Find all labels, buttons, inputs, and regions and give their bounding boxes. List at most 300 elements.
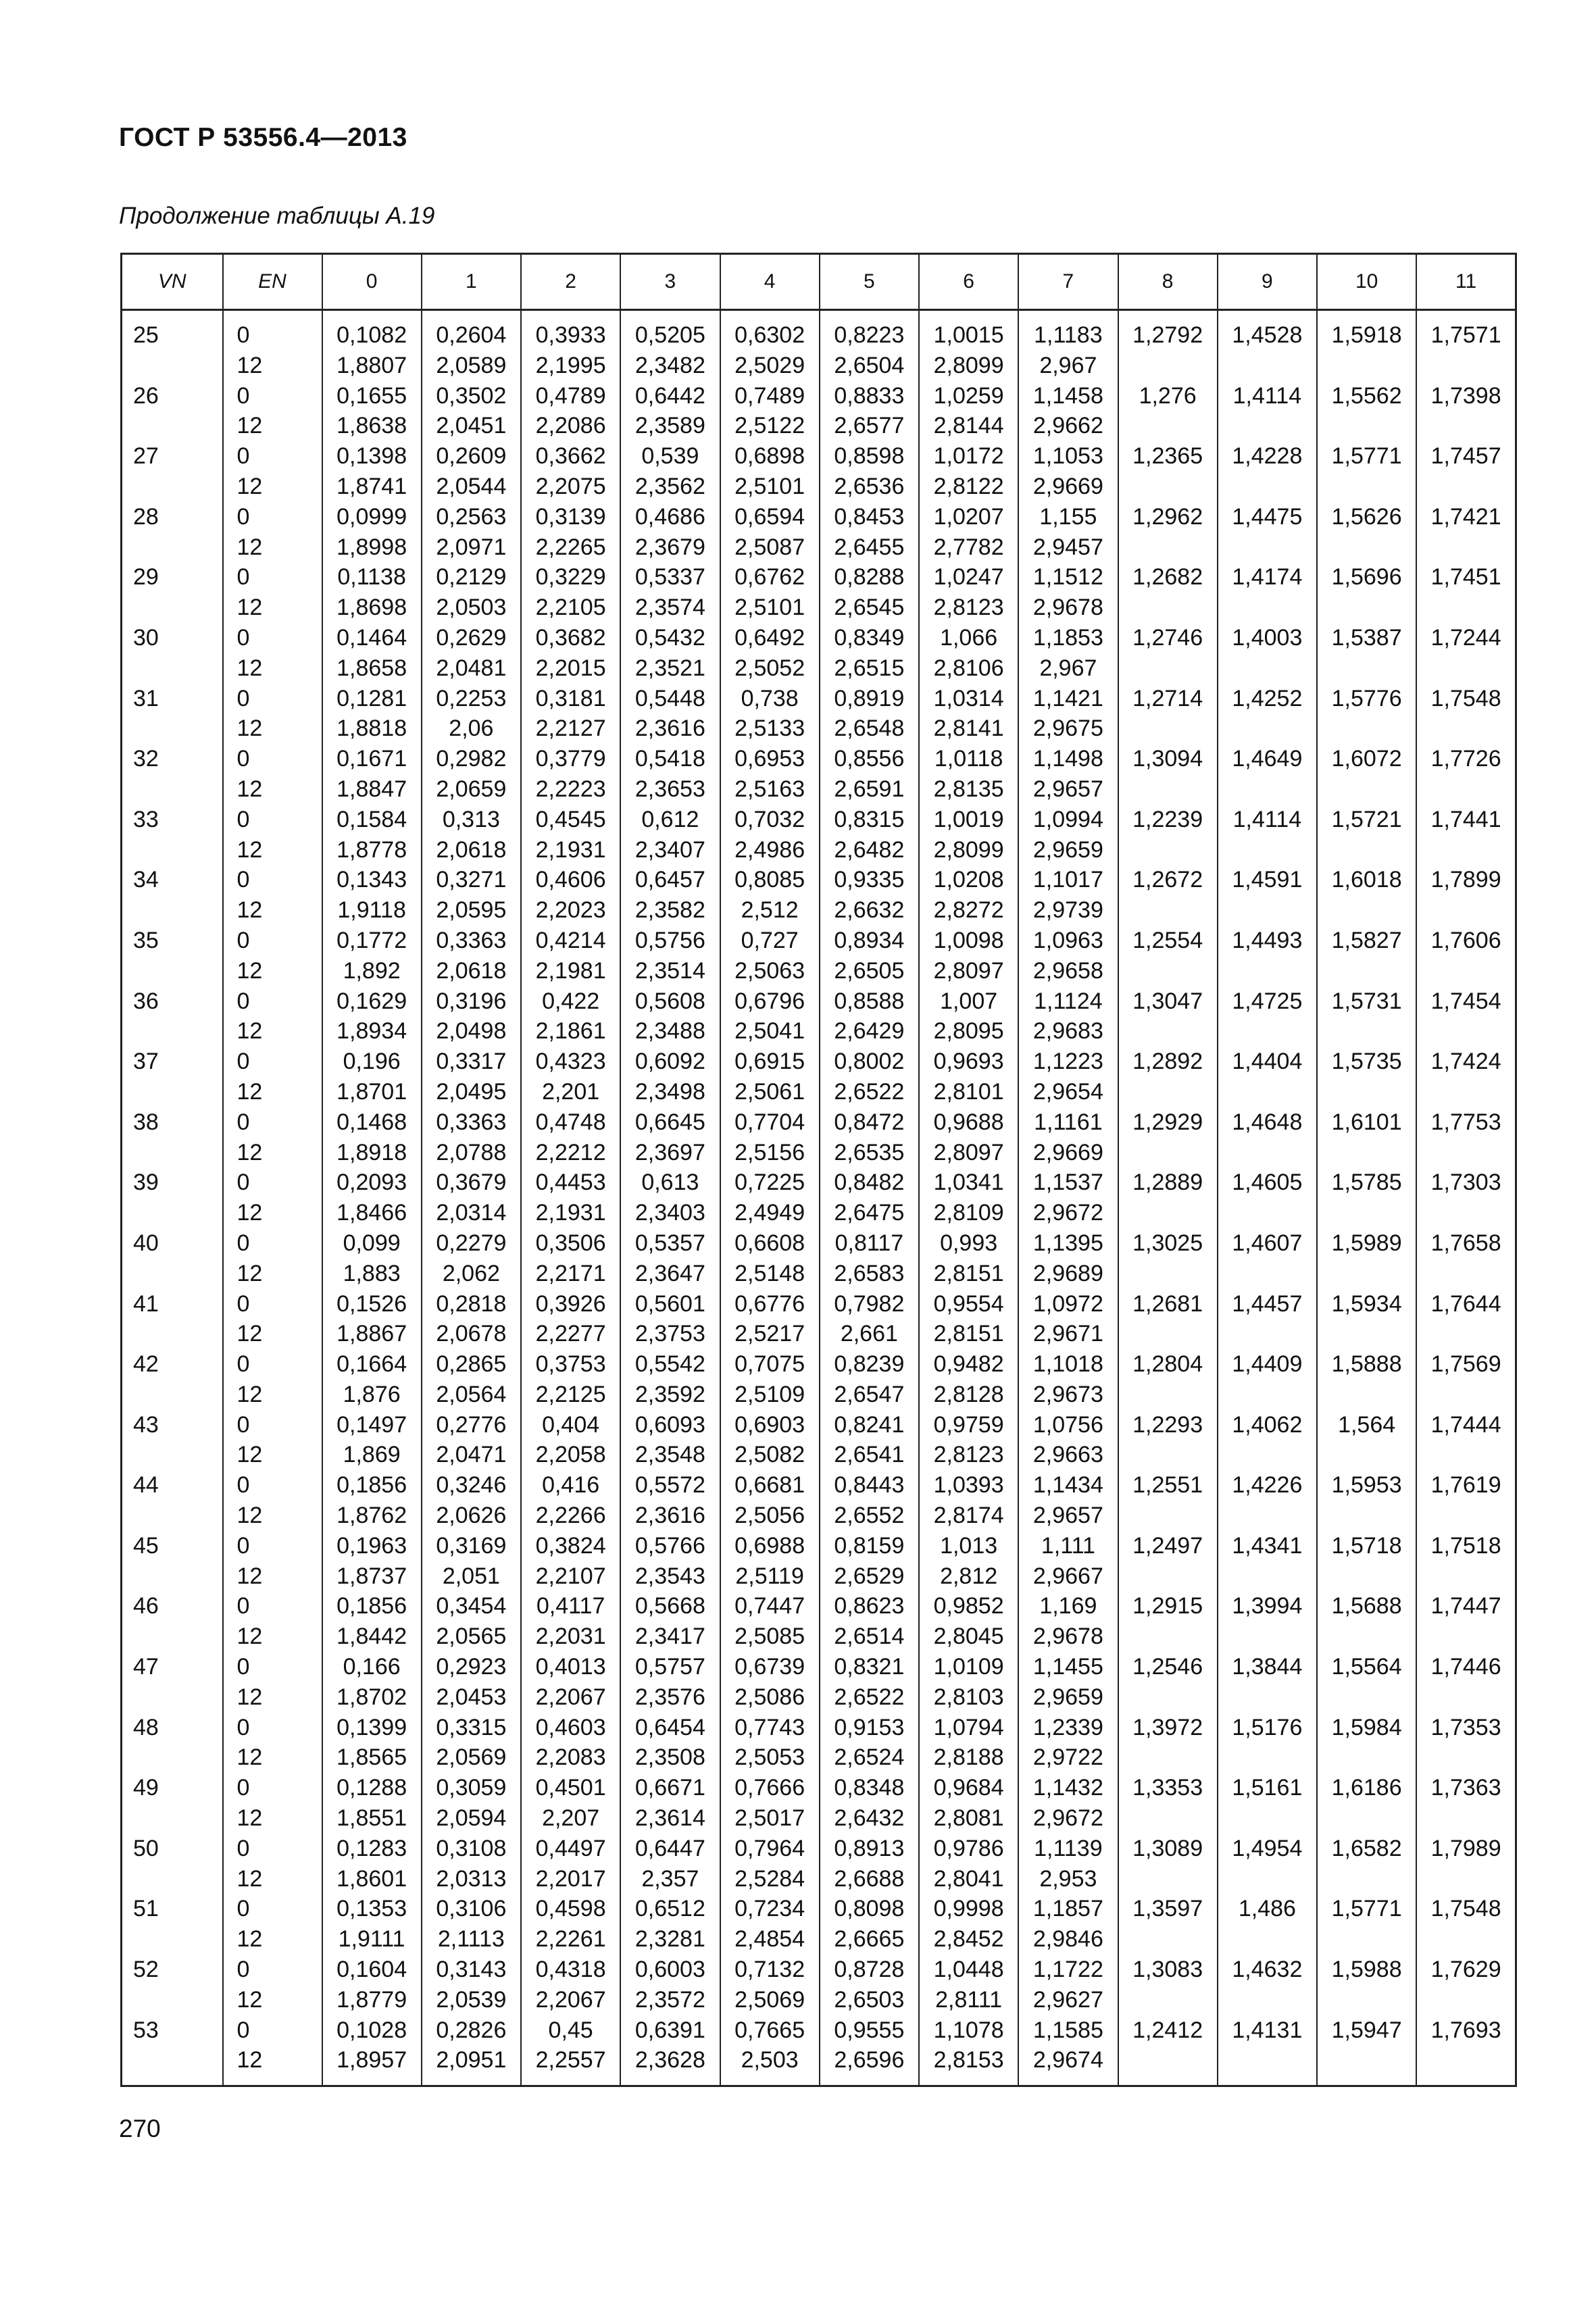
table-cell: 0	[223, 805, 322, 835]
table-cell	[122, 835, 223, 865]
table-cell	[1416, 1803, 1516, 1834]
table-row	[122, 865, 1516, 895]
table-cell: 0,3363	[422, 926, 521, 956]
table-cell	[1218, 1621, 1317, 1652]
table-cell: 1,4725	[1218, 986, 1317, 1017]
table-cell: 0	[223, 2015, 322, 2046]
table-cell: 2,5284	[720, 1864, 820, 1894]
table-cell: 0,2279	[422, 1228, 521, 1259]
table-cell: 1,0098	[919, 926, 1018, 956]
table-cell	[1317, 1077, 1416, 1107]
table-cell: 0,8002	[820, 1047, 919, 1077]
table-cell: 1,7569	[1416, 1349, 1516, 1380]
table-row	[122, 472, 1516, 502]
table-cell: 2,5163	[720, 774, 820, 805]
table-cell	[1416, 1016, 1516, 1047]
table-cell: 0,6457	[620, 865, 720, 895]
table-cell: 2,8097	[919, 1138, 1018, 1168]
table-cell: 0,8098	[820, 1894, 919, 1924]
table-cell: 1,8867	[322, 1319, 422, 1349]
column-header: 9	[1218, 254, 1317, 310]
table-cell: 0,3682	[521, 623, 620, 653]
table-cell	[122, 774, 223, 805]
table-cell: 1,5776	[1317, 684, 1416, 714]
table-cell: 2,3562	[620, 472, 720, 502]
table-cell: 12	[223, 895, 322, 926]
table-cell: 0,8934	[820, 926, 919, 956]
table-cell	[1118, 1440, 1218, 1470]
table-row	[122, 1591, 1516, 1621]
table-cell: 0,9153	[820, 1713, 919, 1743]
table-cell	[1317, 895, 1416, 926]
table-cell: 0,5608	[620, 986, 720, 1017]
table-cell: 0,9555	[820, 2015, 919, 2046]
table-cell	[1416, 835, 1516, 865]
table-cell: 2,6577	[820, 411, 919, 441]
table-cell: 0,5601	[620, 1289, 720, 1319]
table-cell	[1218, 835, 1317, 865]
table-cell: 0,5542	[620, 1349, 720, 1380]
table-cell: 1,4475	[1218, 502, 1317, 532]
table-cell: 1,7548	[1416, 1894, 1516, 1924]
table-cell: 1,1432	[1018, 1773, 1118, 1803]
table-cell: 0	[223, 1591, 322, 1621]
table-cell: 32	[122, 744, 223, 774]
column-header: 4	[720, 254, 820, 310]
table-cell: 1,8638	[322, 411, 422, 441]
table-row	[122, 744, 1516, 774]
table-cell: 0,6681	[720, 1470, 820, 1501]
table-cell: 0,5357	[620, 1228, 720, 1259]
table-cell: 0,4013	[521, 1652, 620, 1682]
table-cell: 1,5984	[1317, 1713, 1416, 1743]
table-cell: 2,6429	[820, 1016, 919, 1047]
table-cell: 45	[122, 1531, 223, 1561]
table-cell: 12	[223, 1621, 322, 1652]
table-cell: 0	[223, 865, 322, 895]
table-cell: 0,1772	[322, 926, 422, 956]
table-cell	[1416, 956, 1516, 986]
table-cell: 1,7606	[1416, 926, 1516, 956]
table-cell: 2,357	[620, 1864, 720, 1894]
table-cell	[1118, 1803, 1218, 1834]
table-cell: 1,1455	[1018, 1652, 1118, 1682]
table-cell: 0,1655	[322, 381, 422, 411]
table-cell: 1,1512	[1018, 562, 1118, 593]
table-row	[122, 1501, 1516, 1531]
table-cell: 0,4453	[521, 1167, 620, 1198]
table-cell: 2,8109	[919, 1198, 1018, 1228]
table-cell: 0	[223, 744, 322, 774]
table-cell	[1416, 411, 1516, 441]
table-row	[122, 805, 1516, 835]
table-cell: 2,8101	[919, 1077, 1018, 1107]
table-row	[122, 1259, 1516, 1289]
table-cell	[1218, 1380, 1317, 1410]
table-cell: 2,2127	[521, 713, 620, 744]
table-cell: 0,8348	[820, 1773, 919, 1803]
table-cell: 2,6515	[820, 653, 919, 684]
table-cell: 2,9678	[1018, 1621, 1118, 1652]
table-cell: 2,3514	[620, 956, 720, 986]
table-cell: 12	[223, 532, 322, 563]
table-cell: 0,7032	[720, 805, 820, 835]
table-cell: 1,7303	[1416, 1167, 1516, 1198]
table-cell: 2,0544	[422, 472, 521, 502]
table-cell	[1118, 1016, 1218, 1047]
table-cell: 2,8103	[919, 1682, 1018, 1713]
table-cell: 2,1931	[521, 1198, 620, 1228]
table-cell: 2,6455	[820, 532, 919, 563]
table-cell: 1,0172	[919, 441, 1018, 472]
table-cell: 2,6547	[820, 1380, 919, 1410]
table-cell: 0,7489	[720, 381, 820, 411]
table-cell: 1,5626	[1317, 502, 1416, 532]
table-cell: 0,738	[720, 684, 820, 714]
table-cell: 2,5109	[720, 1380, 820, 1410]
table-cell: 2,5217	[720, 1319, 820, 1349]
table-cell: 0,2818	[422, 1289, 521, 1319]
table-cell	[1118, 1742, 1218, 1773]
table-cell	[122, 653, 223, 684]
page-number: 270	[119, 2115, 161, 2142]
table-cell: 0,993	[919, 1228, 1018, 1259]
table-cell: 0,2923	[422, 1652, 521, 1682]
column-header: 8	[1118, 254, 1218, 310]
table-row	[122, 1713, 1516, 1743]
table-row	[122, 1228, 1516, 1259]
table-cell: 1,2412	[1118, 2015, 1218, 2046]
table-cell: 1,5934	[1317, 1289, 1416, 1319]
table-cell: 0,2129	[422, 562, 521, 593]
table-cell: 46	[122, 1591, 223, 1621]
table-cell: 1,8762	[322, 1501, 422, 1531]
table-cell: 1,8918	[322, 1138, 422, 1168]
table-cell: 0,8556	[820, 744, 919, 774]
table-cell: 2,2277	[521, 1319, 620, 1349]
table-cell: 1,1421	[1018, 684, 1118, 714]
table-cell: 0,099	[322, 1228, 422, 1259]
table-cell: 1,2889	[1118, 1167, 1218, 1198]
table-cell: 2,2223	[521, 774, 620, 805]
table-cell	[1218, 1742, 1317, 1773]
table-row	[122, 1380, 1516, 1410]
table-cell: 12	[223, 774, 322, 805]
table-cell: 0,1671	[322, 744, 422, 774]
table-cell	[1118, 895, 1218, 926]
table-cell: 0,0999	[322, 502, 422, 532]
table-cell: 0,8117	[820, 1228, 919, 1259]
table-cell: 1,1018	[1018, 1349, 1118, 1380]
table-cell	[1218, 774, 1317, 805]
table-cell: 12	[223, 1742, 322, 1773]
table-cell: 0,8241	[820, 1410, 919, 1440]
table-cell: 0,4501	[521, 1773, 620, 1803]
table-cell: 2,2067	[521, 1985, 620, 2015]
table-cell: 0,1468	[322, 1107, 422, 1138]
table-cell	[1317, 774, 1416, 805]
table-caption: Продолжение таблицы А.19	[119, 203, 435, 229]
table-row	[122, 1621, 1516, 1652]
table-cell: 2,9669	[1018, 1138, 1118, 1168]
table-cell: 0,727	[720, 926, 820, 956]
table-row	[122, 986, 1516, 1017]
document-code: ГОСТ Р 53556.4—2013	[119, 123, 407, 152]
table-cell: 2,8041	[919, 1864, 1018, 1894]
table-row	[122, 1803, 1516, 1834]
table-cell	[1416, 1380, 1516, 1410]
table-cell: 2,8099	[919, 351, 1018, 381]
table-cell: 1,4131	[1218, 2015, 1317, 2046]
table-cell: 2,8151	[919, 1319, 1018, 1349]
table-row	[122, 1773, 1516, 1803]
table-cell: 2,9673	[1018, 1380, 1118, 1410]
table-row	[122, 1047, 1516, 1077]
table-cell: 0,1629	[322, 986, 422, 1017]
table-cell: 0,6512	[620, 1894, 720, 1924]
table-cell	[1118, 1864, 1218, 1894]
table-cell: 35	[122, 926, 223, 956]
table-cell	[1317, 1561, 1416, 1592]
table-cell: 1,5562	[1317, 381, 1416, 411]
table-cell	[1218, 1985, 1317, 2015]
table-cell	[1218, 1864, 1317, 1894]
table-cell: 1,0972	[1018, 1289, 1118, 1319]
table-row	[122, 684, 1516, 714]
table-cell: 2,0498	[422, 1016, 521, 1047]
table-cell	[122, 2045, 223, 2086]
table-cell: 0,4545	[521, 805, 620, 835]
table-cell: 2,5052	[720, 653, 820, 684]
table-row	[122, 1470, 1516, 1501]
table-cell: 1,8442	[322, 1621, 422, 1652]
table-cell: 0,6671	[620, 1773, 720, 1803]
table-cell: 1,1053	[1018, 441, 1118, 472]
table-cell: 2,0471	[422, 1440, 521, 1470]
table-cell: 2,9739	[1018, 895, 1118, 926]
table-cell	[1218, 1803, 1317, 1834]
table-cell: 1,7629	[1416, 1955, 1516, 1985]
table-cell: 2,0589	[422, 351, 521, 381]
column-header: EN	[223, 254, 322, 310]
table-cell: 1,1139	[1018, 1834, 1118, 1864]
table-cell	[1218, 1077, 1317, 1107]
table-cell: 2,8144	[919, 411, 1018, 441]
table-cell: 0,4214	[521, 926, 620, 956]
table-row	[122, 1682, 1516, 1713]
table-cell: 2,9662	[1018, 411, 1118, 441]
table-cell: 0,6915	[720, 1047, 820, 1077]
table-cell	[1218, 713, 1317, 744]
table-cell: 0,3229	[521, 562, 620, 593]
column-header: 0	[322, 254, 422, 310]
table-cell	[1317, 1682, 1416, 1713]
table-cell: 0,6492	[720, 623, 820, 653]
table-cell: 1,013	[919, 1531, 1018, 1561]
table-cell: 1,0208	[919, 865, 1018, 895]
table-cell: 2,2067	[521, 1682, 620, 1713]
table-cell: 2,0659	[422, 774, 521, 805]
table-cell: 0,6953	[720, 744, 820, 774]
table-cell: 0,9693	[919, 1047, 1018, 1077]
table-cell: 1,155	[1018, 502, 1118, 532]
table-cell: 2,051	[422, 1561, 521, 1592]
table-cell	[1416, 1742, 1516, 1773]
table-cell: 2,9627	[1018, 1985, 1118, 2015]
table-cell: 0,4686	[620, 502, 720, 532]
table-cell	[1118, 1319, 1218, 1349]
table-cell: 0,8833	[820, 381, 919, 411]
table-cell: 0,2865	[422, 1349, 521, 1380]
table-cell: 2,6504	[820, 351, 919, 381]
table-cell: 0	[223, 1107, 322, 1138]
table-cell	[1218, 1501, 1317, 1531]
table-cell: 1,1857	[1018, 1894, 1118, 1924]
table-cell: 0,3753	[521, 1349, 620, 1380]
table-row	[122, 926, 1516, 956]
table-cell: 1,0448	[919, 1955, 1018, 1985]
table-cell: 1,6072	[1317, 744, 1416, 774]
table-cell: 2,062	[422, 1259, 521, 1289]
table-cell: 12	[223, 593, 322, 623]
table-cell: 0,8443	[820, 1470, 919, 1501]
table-cell: 1,7726	[1416, 744, 1516, 774]
table-cell: 1,8778	[322, 835, 422, 865]
table-cell: 0	[223, 1228, 322, 1259]
table-cell: 0,6302	[720, 320, 820, 351]
table-cell: 0,3106	[422, 1894, 521, 1924]
table-cell: 0,8315	[820, 805, 919, 835]
table-row	[122, 1319, 1516, 1349]
table-cell	[1416, 1682, 1516, 1713]
table-cell: 12	[223, 956, 322, 986]
table-cell: 2,8097	[919, 956, 1018, 986]
table-cell: 1,8934	[322, 1016, 422, 1047]
table-cell: 0,6391	[620, 2015, 720, 2046]
table-cell: 0,2826	[422, 2015, 521, 2046]
table-cell: 2,3407	[620, 835, 720, 865]
table-cell: 0,8223	[820, 320, 919, 351]
table-cell: 1,8601	[322, 1864, 422, 1894]
table-cell: 1,7444	[1416, 1410, 1516, 1440]
table-cell: 0,5757	[620, 1652, 720, 1682]
table-cell: 28	[122, 502, 223, 532]
table-cell: 1,876	[322, 1380, 422, 1410]
table-cell: 39	[122, 1167, 223, 1198]
table-cell: 1,1395	[1018, 1228, 1118, 1259]
table-cell: 1,7619	[1416, 1470, 1516, 1501]
table-cell: 0,3196	[422, 986, 521, 1017]
table-cell: 2,5148	[720, 1259, 820, 1289]
table-cell: 0	[223, 1470, 322, 1501]
table-cell: 2,0618	[422, 956, 521, 986]
table-cell: 2,8452	[919, 1924, 1018, 1955]
table-cell: 2,3697	[620, 1138, 720, 1168]
table-cell	[1218, 472, 1317, 502]
table-cell: 2,9675	[1018, 713, 1118, 744]
table-cell: 0,2093	[322, 1167, 422, 1198]
table-cell: 2,8151	[919, 1259, 1018, 1289]
table-cell: 2,3548	[620, 1440, 720, 1470]
table-cell: 0,6092	[620, 1047, 720, 1077]
table-cell: 2,8272	[919, 895, 1018, 926]
table-cell	[1118, 532, 1218, 563]
table-row	[122, 623, 1516, 653]
table-cell	[1317, 1985, 1416, 2015]
table-cell: 0	[223, 1955, 322, 1985]
table-cell: 2,0788	[422, 1138, 521, 1168]
table-cell: 2,4854	[720, 1924, 820, 1955]
table-cell: 1,8701	[322, 1077, 422, 1107]
table-cell	[1118, 2045, 1218, 2086]
table-cell: 0,3108	[422, 1834, 521, 1864]
table-cell: 12	[223, 1077, 322, 1107]
table-cell: 1,8702	[322, 1682, 422, 1713]
table-cell	[122, 1561, 223, 1592]
table-cell: 12	[223, 1682, 322, 1713]
column-header: 1	[422, 254, 521, 310]
table-cell: 2,9654	[1018, 1077, 1118, 1107]
table-row	[122, 653, 1516, 684]
column-header: 10	[1317, 254, 1416, 310]
table-cell: 2,8174	[919, 1501, 1018, 1531]
table-cell: 1,5947	[1317, 2015, 1416, 2046]
table-cell	[1218, 1198, 1317, 1228]
table-cell	[1416, 2045, 1516, 2086]
table-cell: 2,6596	[820, 2045, 919, 2086]
table-cell	[1118, 713, 1218, 744]
table-row	[122, 1440, 1516, 1470]
table-cell: 1,7989	[1416, 1834, 1516, 1864]
table-cell	[122, 532, 223, 563]
table-cell: 2,5017	[720, 1803, 820, 1834]
table-cell: 1,6018	[1317, 865, 1416, 895]
table-cell: 1,2681	[1118, 1289, 1218, 1319]
table-cell: 2,5061	[720, 1077, 820, 1107]
table-row	[122, 532, 1516, 563]
table-cell: 12	[223, 472, 322, 502]
table-cell: 12	[223, 1259, 322, 1289]
table-cell: 1,1853	[1018, 623, 1118, 653]
table-cell: 1,5918	[1317, 320, 1416, 351]
table-cell: 0,422	[521, 986, 620, 1017]
table-cell	[1118, 653, 1218, 684]
table-cell: 37	[122, 1047, 223, 1077]
table-cell	[1317, 472, 1416, 502]
table-cell: 1,7353	[1416, 1713, 1516, 1743]
table-cell: 2,2557	[521, 2045, 620, 2086]
table-cell: 1,1017	[1018, 865, 1118, 895]
table-cell: 2,0594	[422, 1803, 521, 1834]
table-cell: 0	[223, 1047, 322, 1077]
table-cell: 0,8085	[720, 865, 820, 895]
table-cell: 0,4117	[521, 1591, 620, 1621]
table-cell	[1118, 472, 1218, 502]
table-cell: 0,3454	[422, 1591, 521, 1621]
table-row	[122, 1561, 1516, 1592]
column-header: 6	[919, 254, 1018, 310]
table-row	[122, 351, 1516, 381]
table-cell: 1,7693	[1416, 2015, 1516, 2046]
table-cell: 2,9689	[1018, 1259, 1118, 1289]
table-cell: 1,7244	[1416, 623, 1516, 653]
table-cell: 0,8598	[820, 441, 919, 472]
table-cell: 1,2746	[1118, 623, 1218, 653]
table-cell: 0,8623	[820, 1591, 919, 1621]
table-cell: 0,7704	[720, 1107, 820, 1138]
table-cell: 25	[122, 320, 223, 351]
table-cell: 1,7644	[1416, 1289, 1516, 1319]
